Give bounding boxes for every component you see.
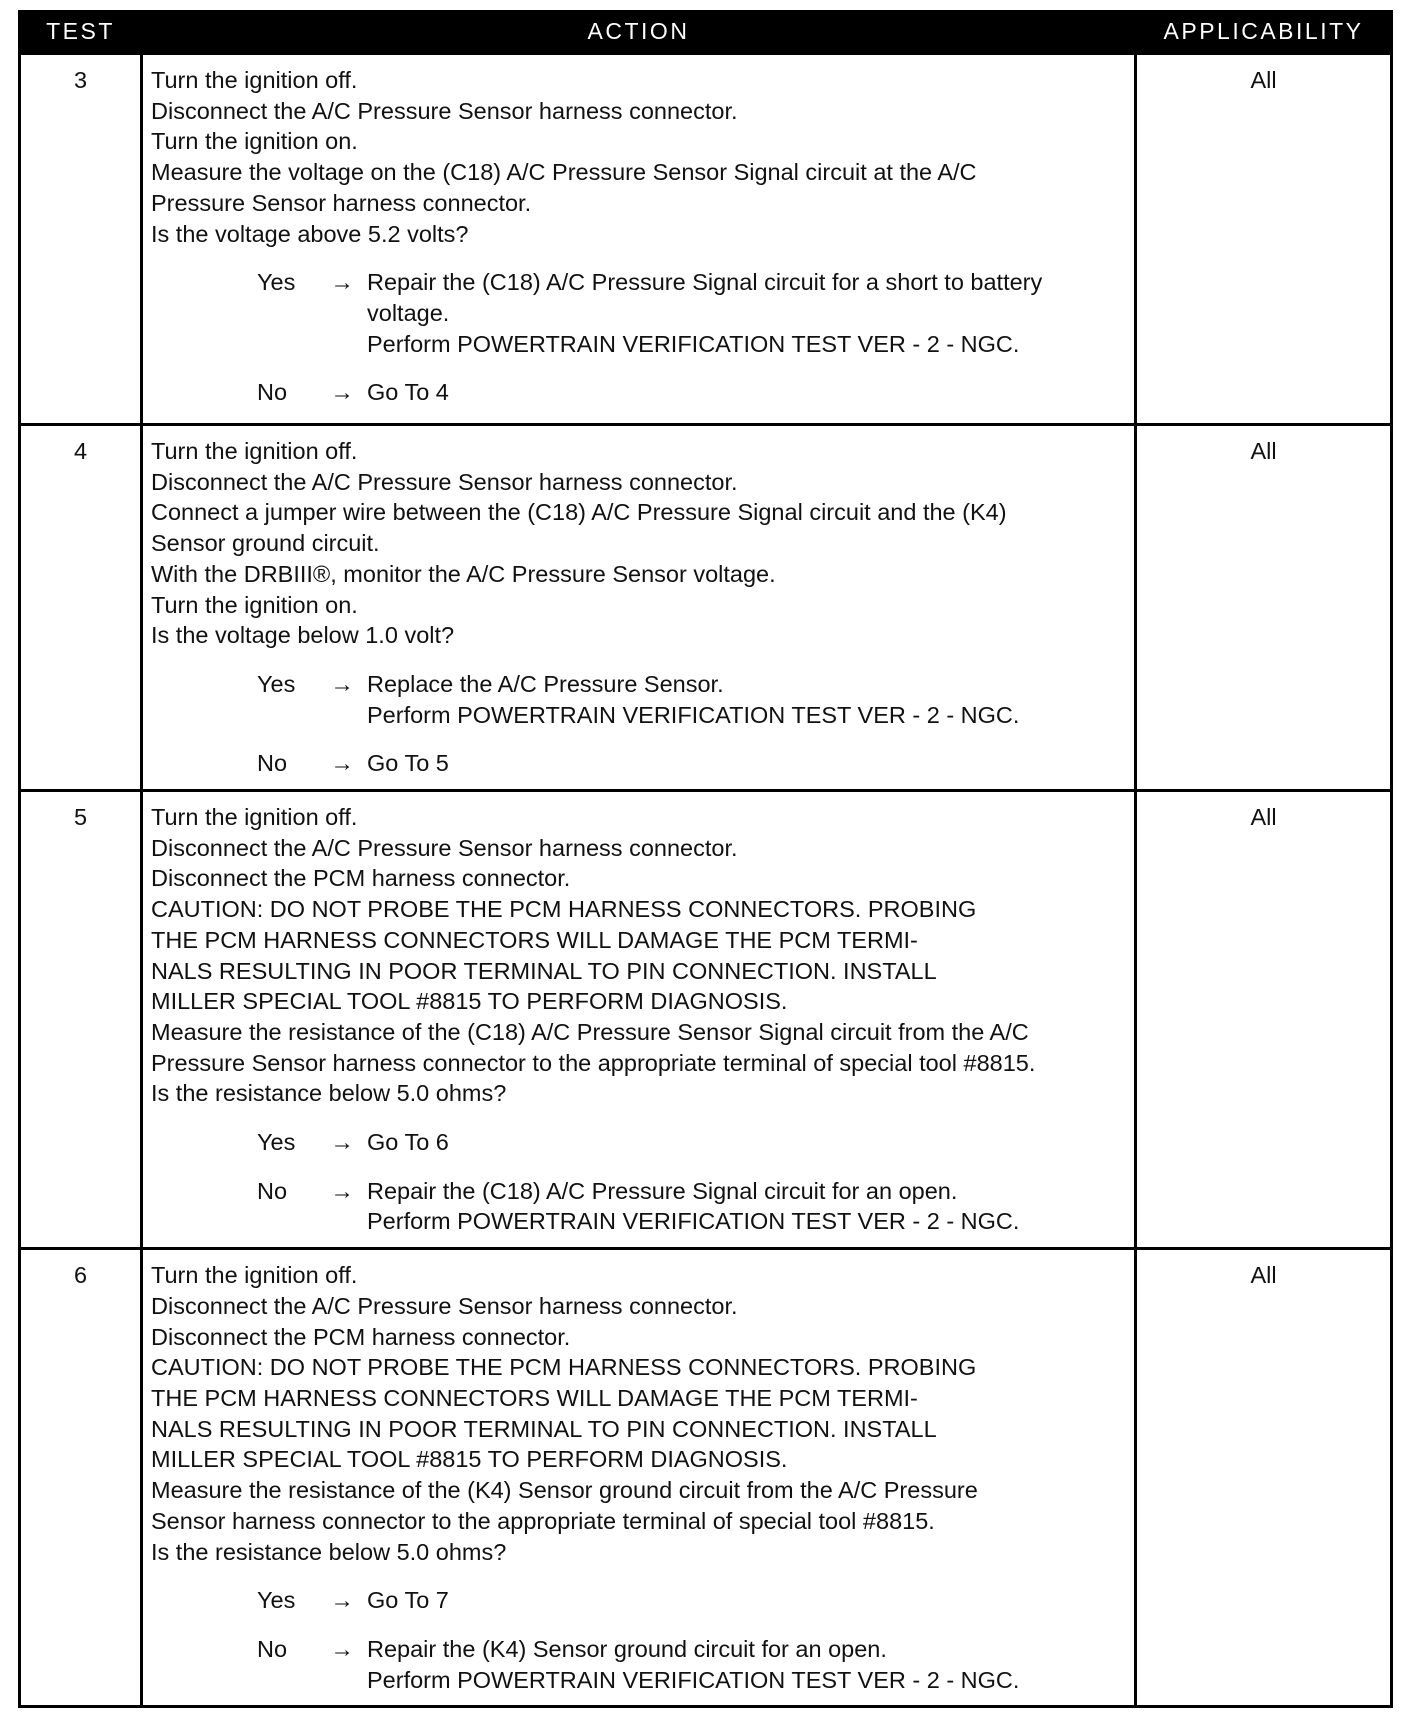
diagnostic-test-document	[18, 10, 1390, 1708]
response-result	[367, 1127, 1126, 1158]
right-arrow-icon: →	[330, 269, 354, 296]
action-steps	[151, 65, 1126, 249]
response-label: Yes	[257, 670, 296, 697]
response-label: No	[257, 379, 288, 406]
response-no	[257, 1176, 1126, 1237]
response-result	[367, 669, 1126, 730]
action-step-line: Disconnect the A/C Pressure Sensor harness connector.	[151, 468, 738, 495]
table-row	[20, 1249, 1392, 1707]
response-result	[367, 377, 1126, 408]
response-label: Yes	[257, 1129, 296, 1156]
action-step-line: Disconnect the A/C Pressure Sensor harness connector.	[151, 834, 738, 861]
action-step-line: Turn the ignition on.	[151, 128, 358, 155]
response-line: Repair the (C18) A/C Pressure Signal circuit for a short to battery	[367, 269, 1043, 296]
action-step-line: Disconnect the PCM harness connector.	[151, 1323, 571, 1350]
test-number: 4	[20, 425, 142, 791]
test-number: 6	[20, 1249, 142, 1707]
header-row	[20, 10, 1392, 54]
right-arrow-icon: →	[330, 379, 354, 406]
action-step-line: Disconnect the A/C Pressure Sensor harness connector.	[151, 1292, 738, 1319]
response-label: Yes	[257, 269, 296, 296]
action-step-line: MILLER SPECIAL TOOL #8815 TO PERFORM DIAGNOSIS.	[151, 1446, 788, 1473]
table-row	[20, 425, 1392, 791]
applicability-value: All	[1136, 425, 1392, 791]
right-arrow-icon: →	[330, 670, 354, 697]
action-step-line: Is the voltage below 1.0 volt?	[151, 622, 455, 649]
test-number: 5	[20, 791, 142, 1249]
response-yes	[257, 1127, 1126, 1158]
action-step-line: NALS RESULTING IN POOR TERMINAL TO PIN CONNECTION. INSTALL	[151, 1415, 937, 1442]
response-line: voltage.	[367, 299, 450, 326]
response-yes	[257, 267, 1126, 359]
right-arrow-icon: →	[330, 1177, 354, 1204]
action-step-line: Disconnect the PCM harness connector.	[151, 865, 571, 892]
response-line: Go To 5	[367, 750, 449, 777]
action-cell	[142, 791, 1136, 1249]
header-applicability: APPLICABILITY	[1136, 10, 1392, 54]
response-yes	[257, 669, 1126, 730]
table-row	[20, 54, 1392, 425]
right-arrow-icon: →	[330, 1587, 354, 1614]
action-step-line: Turn the ignition off.	[151, 804, 358, 831]
response-result	[367, 1634, 1126, 1695]
action-step-line: Is the resistance below 5.0 ohms?	[151, 1080, 507, 1107]
action-step-line: Turn the ignition off.	[151, 67, 358, 93]
header-action: ACTION	[142, 10, 1136, 54]
action-cell	[142, 54, 1136, 425]
action-step-line: Measure the resistance of the (C18) A/C Pressure Sensor Signal circuit from the A/C	[151, 1018, 1029, 1045]
response-result	[367, 1585, 1126, 1616]
action-step-line: Is the resistance below 5.0 ohms?	[151, 1538, 507, 1565]
action-step-line: THE PCM HARNESS CONNECTORS WILL DAMAGE THE PCM TERMI-	[151, 1384, 918, 1411]
applicability-value: All	[1136, 54, 1392, 425]
action-steps	[151, 1260, 1126, 1567]
response-label: No	[257, 1177, 288, 1204]
action-cell	[142, 425, 1136, 791]
header-test: TEST	[20, 10, 142, 54]
action-step-line: NALS RESULTING IN POOR TERMINAL TO PIN CONNECTION. INSTALL	[151, 957, 937, 984]
response-line: Go To 7	[367, 1587, 449, 1614]
action-step-line: MILLER SPECIAL TOOL #8815 TO PERFORM DIAGNOSIS.	[151, 988, 788, 1015]
action-step-line: Measure the resistance of the (K4) Sensor ground circuit from the A/C Pressure	[151, 1477, 978, 1504]
applicability-value: All	[1136, 791, 1392, 1249]
action-step-line: Turn the ignition off.	[151, 438, 358, 464]
action-step-line: Is the voltage above 5.2 volts?	[151, 220, 469, 247]
response-label: Yes	[257, 1587, 296, 1614]
action-cell	[142, 1249, 1136, 1707]
action-step-line: Turn the ignition off.	[151, 1262, 358, 1289]
response-result	[367, 267, 1126, 359]
response-line: Perform POWERTRAIN VERIFICATION TEST VER - 2 - NGC.	[367, 701, 1020, 728]
response-label: No	[257, 1635, 288, 1662]
response-line: Perform POWERTRAIN VERIFICATION TEST VER - 2 - NGC.	[367, 1208, 1020, 1235]
action-step-line: CAUTION: DO NOT PROBE THE PCM HARNESS CONNECTORS. PROBING	[151, 896, 977, 923]
response-line: Go To 4	[367, 379, 449, 406]
right-arrow-icon: →	[330, 1635, 354, 1662]
response-line: Repair the (K4) Sensor ground circuit for an open.	[367, 1635, 887, 1662]
action-step-line: Sensor harness connector to the appropriate terminal of special tool #8815.	[151, 1507, 935, 1534]
action-step-line: THE PCM HARNESS CONNECTORS WILL DAMAGE THE PCM TERMI-	[151, 926, 918, 953]
right-arrow-icon: →	[330, 1129, 354, 1156]
response-result	[367, 748, 1126, 779]
response-no	[257, 1634, 1126, 1695]
action-step-line: Pressure Sensor harness connector.	[151, 189, 532, 216]
action-step-line: CAUTION: DO NOT PROBE THE PCM HARNESS CONNECTORS. PROBING	[151, 1354, 977, 1381]
applicability-value: All	[1136, 1249, 1392, 1707]
response-yes	[257, 1585, 1126, 1616]
action-steps	[151, 436, 1126, 651]
response-no	[257, 377, 1126, 408]
response-line: Go To 6	[367, 1129, 449, 1156]
response-no	[257, 748, 1126, 779]
action-step-line: Pressure Sensor harness connector to the appropriate terminal of special tool #8815.	[151, 1049, 1036, 1076]
response-label: No	[257, 750, 288, 777]
response-result	[367, 1176, 1126, 1237]
diagnostic-test-table	[18, 10, 1393, 1708]
response-line: Perform POWERTRAIN VERIFICATION TEST VER - 2 - NGC.	[367, 1666, 1020, 1693]
action-step-line: Connect a jumper wire between the (C18) A/C Pressure Signal circuit and the (K4)	[151, 499, 1007, 526]
right-arrow-icon: →	[330, 750, 354, 777]
action-step-line: Disconnect the A/C Pressure Sensor harness connector.	[151, 97, 738, 124]
table-row	[20, 791, 1392, 1249]
action-step-line: Turn the ignition on.	[151, 591, 358, 618]
action-step-line: Sensor ground circuit.	[151, 530, 380, 557]
response-line: Perform POWERTRAIN VERIFICATION TEST VER - 2 - NGC.	[367, 330, 1020, 357]
action-steps	[151, 802, 1126, 1109]
action-step-line: With the DRBIII®, monitor the A/C Pressure Sensor voltage.	[151, 560, 776, 587]
test-number: 3	[20, 54, 142, 425]
action-step-line: Measure the voltage on the (C18) A/C Pressure Sensor Signal circuit at the A/C	[151, 159, 977, 186]
response-line: Replace the A/C Pressure Sensor.	[367, 670, 724, 697]
response-line: Repair the (C18) A/C Pressure Signal circuit for an open.	[367, 1177, 958, 1204]
